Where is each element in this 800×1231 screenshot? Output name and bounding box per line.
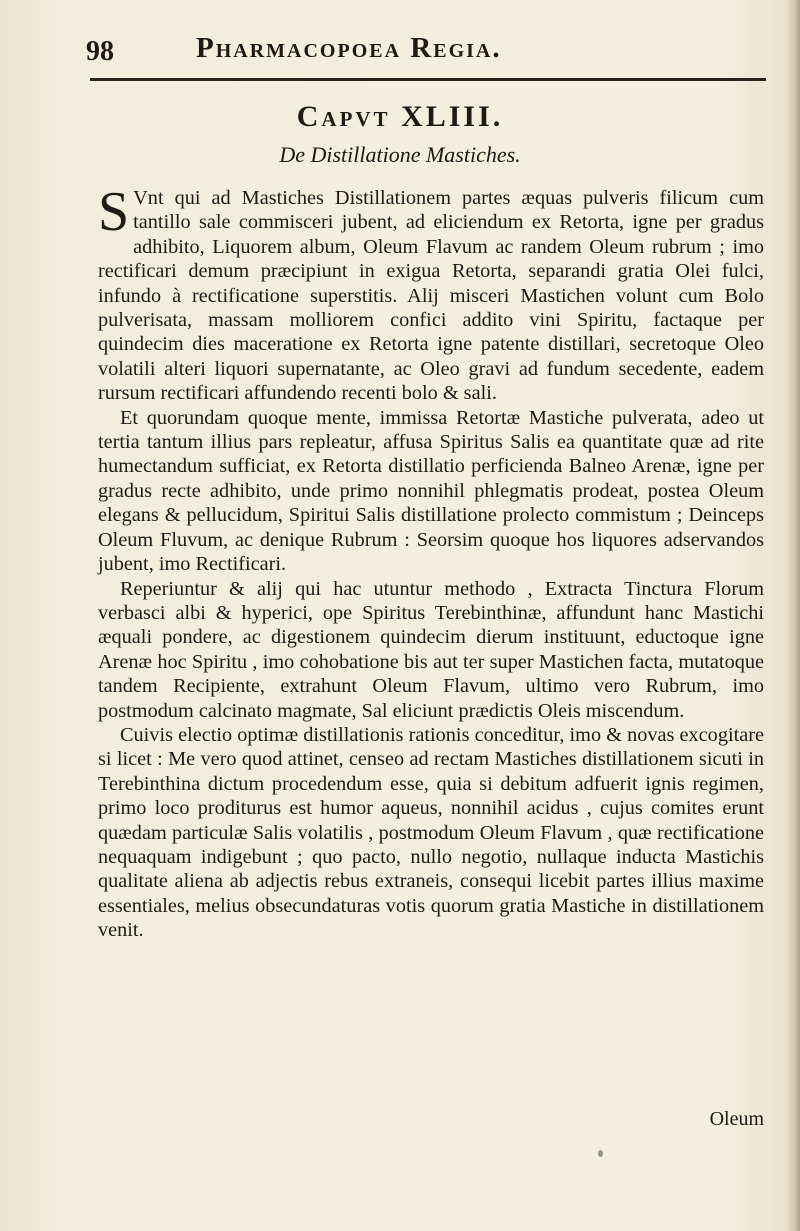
paragraph-4: Cuivis electio optimæ distillationis rationis conceditur, imo & novas excogitare si licet : Me vero quod attinet, censeo ad rectam Mastiches distillationem sicuti in Terebinthina dictum procedendum esse, quia si debitum adfuerit ignis regimen, primo loco proditurus est humor aqueus, nonnihil acidus , cujus comites erunt quædam particulæ Salis volatilis , postmodum Oleum Flavum , quæ rectificatione nequaquam indigebunt ; quo pacto, nullo negotio, nullaque inducta Mastichis qualitate aliena ab adjectis rebus extraneis, consequi licebit partes illius maxime essentiales, melius obsecundaturas votis quorum gratia Mastiche in distillationem venit.	[98, 723, 764, 942]
paragraph-3: Reperiuntur & alij qui hac utuntur methodo , Extracta Tinctura Florum verbasci albi & hyperici, ope Spiritus Terebinthinæ, affundunt hanc Mastichi æquali pondere, ac digestionem quindecim dierum instituunt, eductoque igne Arenæ hoc Spiritu , imo cohobatione bis aut ter super Mastichen facta, mutatoque tandem Recipiente, extrahunt Oleum Flavum, ultimo vero Rubrum, imo postmodum calcinato magmate, Sal eliciunt prædictis Oleis miscendum.	[98, 577, 764, 722]
catchword: Oleum	[709, 1108, 764, 1130]
body-text	[98, 181, 764, 943]
paragraph-1-text: Vnt qui ad Mastiches Distillationem partes æquas pulveris filicum cum tantillo sale commisceri jubent, ad eliciendum ex Retorta, igne per gradus adhibito, Liquorem album, Oleum Flavum ac randem Oleum rubrum ; imo rectificari demum præcipiunt in exigua Retorta, separandi gratia Olei fulci, infundo à rectificatione superstitis. Alij misceri Mastichen volunt cum Bolo pulverisata, massam molliorem confici addito vini Spiritu, factaque per quindecim dies maceratione ex Retorta igne patente distillari, secretoque Oleo volatili alteri liquori supernatante, ac Oleo gravi ad fundum secedente, eadem rursum rectificari affundendo recenti bolo & sali.	[98, 187, 764, 405]
page-number: 98	[86, 36, 114, 67]
paragraph-1	[98, 181, 764, 406]
page-gutter-shadow	[786, 0, 800, 1231]
paragraph-2: Et quorundam quoque mente, immissa Retortæ Mastiche pulverata, adeo ut tertia tantum illius pars repleatur, affusa Spiritus Salis ea quantitate quæ ad rite humectandum sufficiat, ex Retorta distillatio perficienda Balneo Arenæ, igne per gradus recte adhibito, unde primo nonnihil phlegmatis prodeat, postea Oleum elegans & pellucidum, Spiritui Salis distillatione prolecto commistum ; Deinceps Oleum Fluvum, ac denique Rubrum : Seorsim quoque hos liquores adservandos jubent, imo Rectificari.	[98, 406, 764, 576]
chapter-title: Capvt XLIII.	[296, 100, 504, 133]
running-title: Pharmacopoea Regia.	[196, 32, 502, 64]
chapter-subtitle: De Distillatione Mastiches.	[279, 142, 521, 167]
page-header	[86, 32, 766, 72]
drop-capital: S	[98, 181, 130, 243]
header-rule	[90, 78, 766, 81]
ink-blot	[598, 1150, 603, 1157]
